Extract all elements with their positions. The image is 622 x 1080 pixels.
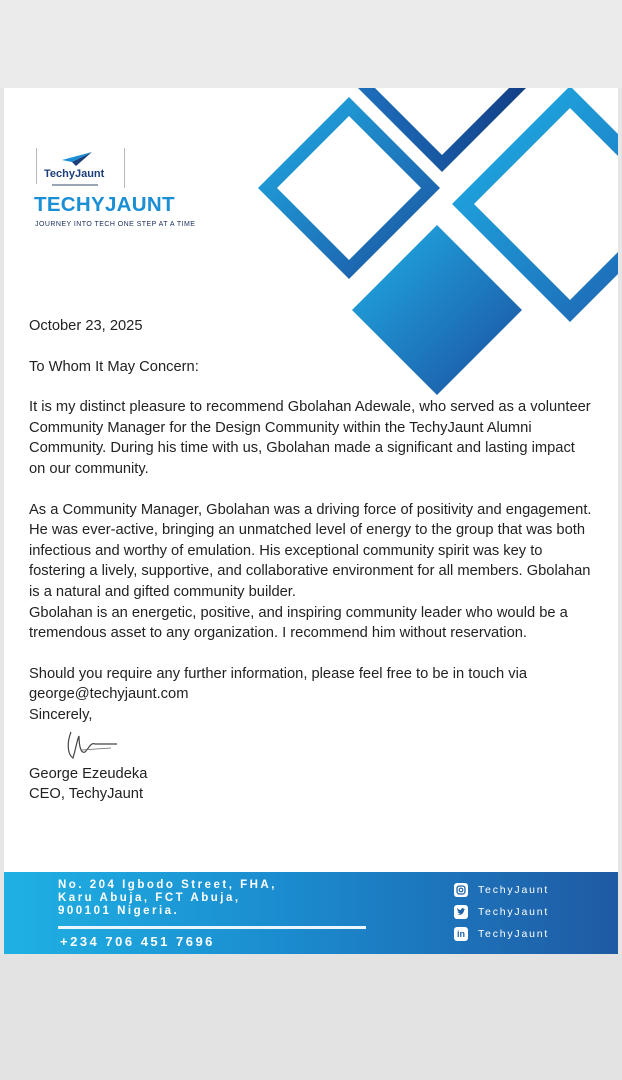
paper-plane-icon bbox=[62, 150, 92, 166]
letter-paragraph-1: It is my distinct pleasure to recommend Gbolahan Adewale, who served as a volunteer Community Manager for the Design Community within the TechyJaunt Alumni Community. During his time with us, Gbolahan made a significant and lasting impact on our community. bbox=[29, 399, 591, 477]
twitter-handle: TechyJaunt bbox=[478, 906, 550, 918]
social-twitter bbox=[454, 901, 549, 923]
brand-name: TECHYJAUNT bbox=[34, 193, 175, 216]
logo-frame-right bbox=[124, 148, 125, 188]
letter-date: October 23, 2025 bbox=[29, 318, 143, 334]
handwritten-signature bbox=[61, 728, 121, 762]
linkedin-icon: in bbox=[454, 927, 468, 941]
letter-salutation: To Whom It May Concern: bbox=[29, 358, 199, 375]
instagram-icon bbox=[454, 883, 468, 897]
letter-paragraph-3: Gbolahan is an energetic, positive, and inspiring community leader who would be a tremendous asset to any organization. I recommend him without reservation. bbox=[29, 604, 568, 642]
twitter-icon bbox=[454, 905, 468, 919]
logo-small-label: TechyJaunt bbox=[44, 168, 105, 180]
instagram-handle: TechyJaunt bbox=[478, 884, 550, 896]
screenshot-top-margin bbox=[0, 0, 622, 88]
techyjaunt-small-logo bbox=[32, 142, 126, 192]
social-handles bbox=[454, 879, 549, 945]
letter-body bbox=[29, 316, 594, 805]
letter-page bbox=[4, 88, 618, 954]
letterhead-footer bbox=[4, 872, 618, 954]
footer-divider bbox=[58, 926, 366, 929]
social-instagram bbox=[454, 879, 549, 901]
brand-tagline: JOURNEY INTO TECH ONE STEP AT A TIME bbox=[35, 221, 196, 228]
signer-title: CEO, TechyJaunt bbox=[29, 786, 144, 803]
logo-frame-left bbox=[36, 148, 37, 184]
screenshot-bottom-margin bbox=[0, 954, 622, 1080]
linkedin-handle: TechyJaunt bbox=[478, 928, 550, 940]
letter-closing: Sincerely, bbox=[29, 706, 93, 723]
footer-address: No. 204 Igbodo Street, FHA, Karu Abuja, FCT Abuja, 900101 Nigeria. bbox=[58, 879, 277, 917]
social-linkedin bbox=[454, 923, 549, 945]
signer-name: George Ezeudeka bbox=[29, 765, 148, 782]
letter-paragraph-4: Should you require any further information, please feel free to be in touch via george@techyjaunt.com bbox=[29, 665, 528, 703]
footer-phone: +234 706 451 7696 bbox=[60, 934, 215, 949]
logo-small-subline bbox=[52, 184, 98, 186]
letter-paragraph-2: As a Community Manager, Gbolahan was a driving force of positivity and engagement. He was ever-active, bringing an unmatched level of energy to the group that was both infectious and worthy of emulation. His exceptional community spirit was key to fostering a lively, supportive, and collaborative environment for all members. Gbolahan is a natural and gifted community builder. bbox=[29, 501, 592, 600]
